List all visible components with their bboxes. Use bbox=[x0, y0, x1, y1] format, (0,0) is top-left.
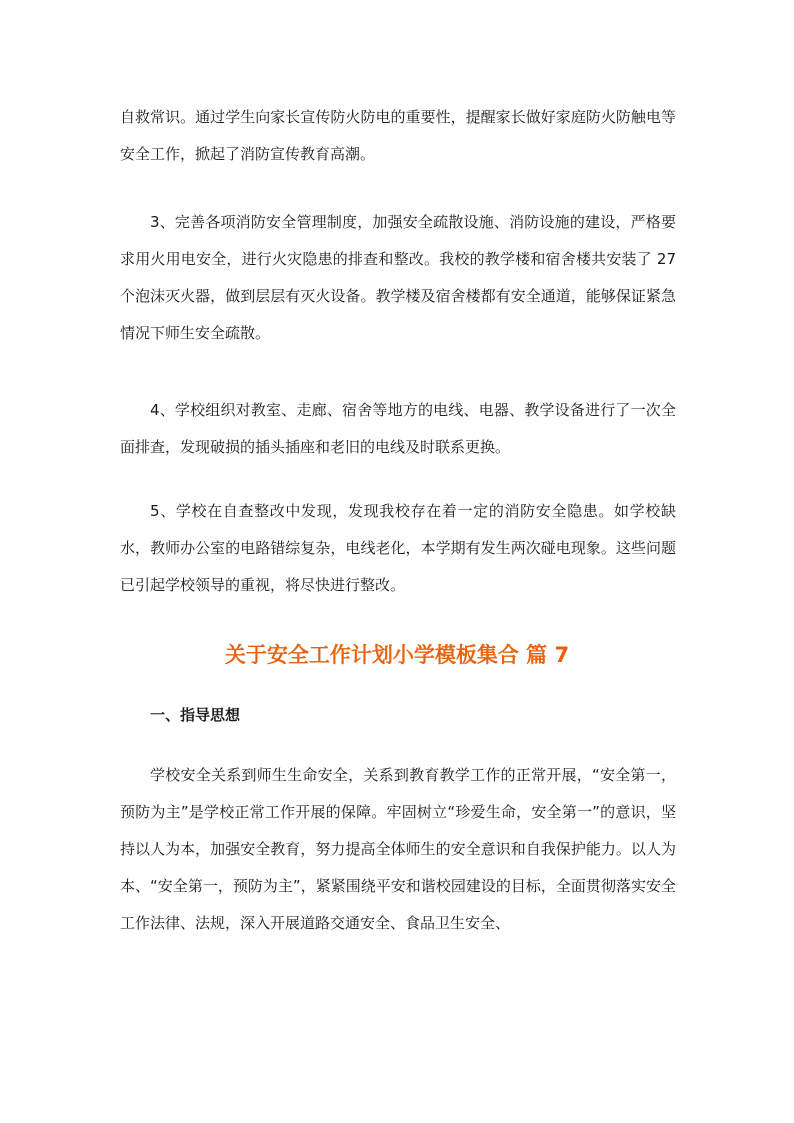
section-subheading: 一、指导思想 bbox=[150, 706, 241, 724]
paragraph-item-3: 3、完善各项消防安全管理制度，加强安全疏散设施、消防设施的建设，严格要求用火用电安全，进行火灾隐患的排查和整改。我校的教学楼和宿舍楼共安装了 27 个泡沫灭火器，做到层层有灭火设备。教学楼及宿舍楼都有安全通道，能够保证紧急情况下师生安全疏散。 bbox=[120, 213, 676, 342]
paragraph-guiding-thought: 学校安全关系到师生生命安全，关系到教育教学工作的正常开展，“安全第一，预防为主”是学校正常工作开展的保障。牢固树立“珍爱生命，安全第一”的意识，坚持以人为本，加强安全教育，努力提高全体师生的安全意识和自我保护能力。以人为本、“安全第一，预防为主”，紧紧围绕平安和谐校园建设的目标，全面贯彻落实安全工作法律、法规，深入开展道路交通安全、食品卫生安全、 bbox=[120, 766, 676, 932]
paragraph-item-4: 4、学校组织对教室、走廊、宿舍等地方的电线、电器、教学设备进行了一次全面排查，发现破损的插头插座和老旧的电线及时联系更换。 bbox=[120, 401, 676, 456]
section-title: 关于安全工作计划小学模板集合 篇 7 bbox=[224, 643, 570, 667]
paragraph-item-5: 5、学校在自查整改中发现，发现我校存在着一定的消防安全隐患。如学校缺水，教师办公室的电路错综复杂，电线老化，本学期有发生两次碰电现象。这些问题已引起学校领导的重视，将尽快进行整改。 bbox=[120, 502, 676, 594]
paragraph-intro: 自救常识。通过学生向家长宣传防火防电的重要性，提醒家长做好家庭防火防触电等安全工作，掀起了消防宣传教育高潮。 bbox=[120, 108, 676, 163]
